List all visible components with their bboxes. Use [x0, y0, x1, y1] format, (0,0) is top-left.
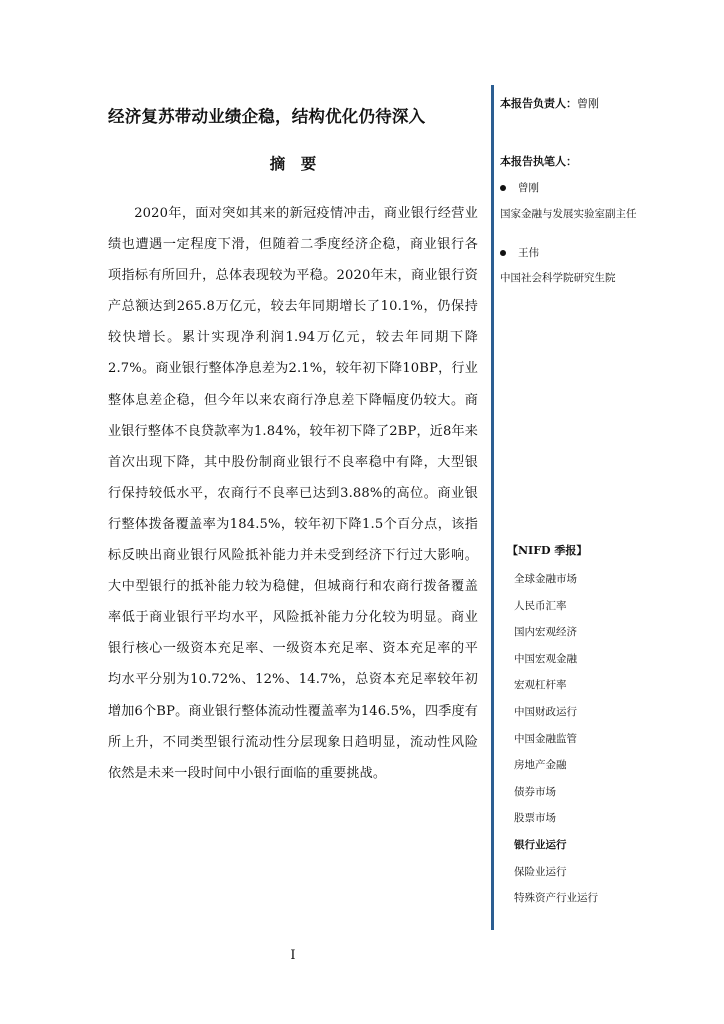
responsible-line [500, 95, 599, 111]
nifd-series-list [514, 571, 598, 917]
abstract-heading: 摘 要 [269, 155, 317, 173]
nifd-item[interactable]: 人民币汇率 [514, 599, 567, 612]
author-affiliation: 中国社会科学院研究生院 [500, 272, 616, 284]
author-item [500, 180, 539, 195]
responsible-name: 曾刚 [577, 97, 599, 110]
nifd-item[interactable]: 中国宏观金融 [514, 652, 577, 665]
main-column [108, 0, 478, 1024]
abstract-body: 2020年，面对突如其来的新冠疫情冲击，商业银行经营业绩也遭遇一定程度下滑，但随着二季度经济企稳，商业银行各项指标有所回升，总体表现较为平稳。2020年末，商业银行资产总额达到265.8万亿元，较去年同期增长了10.1%，仍保持较快增长。累计实现净利润1.94万亿元，较去年同期下降2.7%。商业银行整体净息差为2.1%，较年初下降10BP，行业整体息差企稳，但今年以来农商行净息差下降幅度仍较大。商业银行整体不良贷款率为1.84%，较年初下降了2BP，近8年来首次出现下降，其中股份制商业银行不良率稳中有降，大型银行保持较低水平，农商行不良率已达到3.88%的高位。商业银行整体拨备覆盖率为184.5%，较年初下降1.5个百分点，该指标反映出商业银行风险抵补能力并未受到经济下行过大影响。大中型银行的抵补能力较为稳健，但城商行和农商行拨备覆盖率低于商业银行平均水平，风险抵补能力分化较为明显。商业银行核心一级资本充足率、一级资本充足率、资本充足率的平均水平分别为10.72%、12%、14.7%，总资本充足率较年初增加6个BP。商业银行整体流动性覆盖率为146.5%，四季度有所上升，不同类型银行流动性分层现象日趋明显，流动性风险依然是未来一段时间中小银行面临的重要挑战。 [108, 206, 478, 781]
bullet-icon [500, 185, 506, 191]
nifd-item[interactable]: 国内宏观经济 [514, 626, 577, 639]
bullet-icon [500, 250, 506, 256]
page-number: I [290, 948, 296, 963]
author-item [500, 245, 539, 260]
sidebar [500, 0, 650, 1024]
report-title: 经济复苏带动业绩企稳，结构优化仍待深入 [108, 107, 426, 126]
nifd-item[interactable]: 中国金融监管 [514, 732, 577, 745]
author-name: 王伟 [518, 247, 539, 259]
nifd-item[interactable]: 债券市场 [514, 785, 556, 798]
nifd-item[interactable]: 中国财政运行 [514, 705, 577, 718]
responsible-label: 本报告负责人： [500, 97, 577, 110]
nifd-item[interactable]: 宏观杠杆率 [514, 679, 567, 692]
nifd-item[interactable]: 房地产金融 [514, 759, 567, 772]
authors-label: 本报告执笔人： [500, 155, 577, 168]
sidebar-divider [491, 85, 494, 930]
nifd-series-title: 【NIFD 季报】 [507, 544, 588, 557]
nifd-item[interactable]: 股票市场 [514, 812, 556, 825]
nifd-item[interactable]: 保险业运行 [514, 865, 567, 878]
nifd-item-current[interactable]: 银行业运行 [514, 838, 567, 851]
nifd-item[interactable]: 全球金融市场 [514, 573, 577, 585]
nifd-item[interactable]: 特殊资产行业运行 [514, 892, 598, 905]
author-affiliation: 国家金融与发展实验室副主任 [500, 208, 637, 220]
author-name: 曾刚 [518, 182, 539, 194]
